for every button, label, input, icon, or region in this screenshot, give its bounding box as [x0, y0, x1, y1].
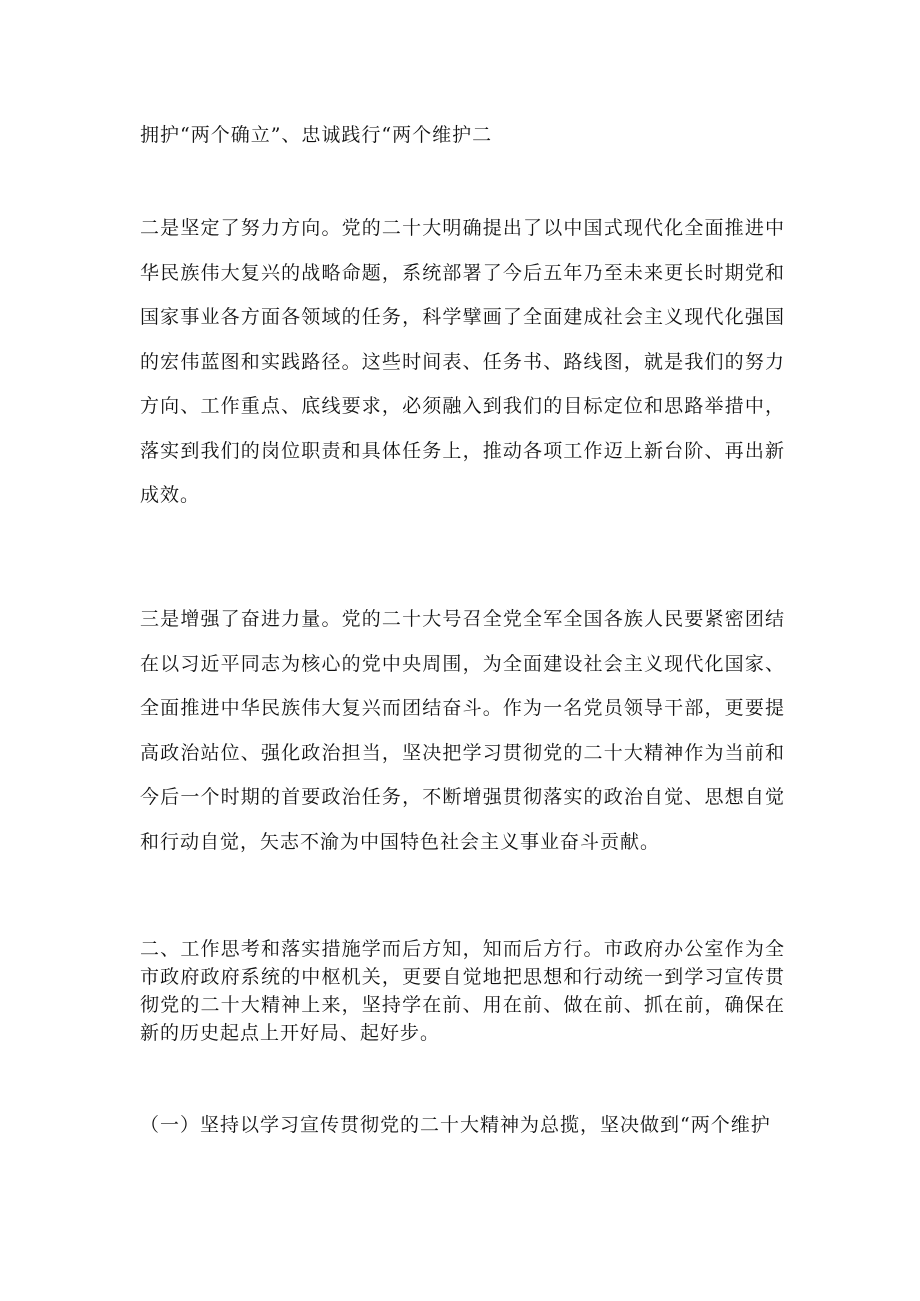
section-heading: 拥护“两个确立”、忠诚践行“两个维护二: [140, 124, 493, 146]
subsection-heading: （一）坚持以学习宣传贯彻党的二十大精神为总揽，坚决做到“两个维护: [140, 1114, 771, 1136]
paragraph-strength: 三是增强了奋进力量。党的二十大号召全党全军全国各族人民要紧密团结在以习近平同志为核心的党中央周围，为全面建设社会主义现代化国家、全面推进中华民族伟大复兴而团结奋斗。作为一名党员领导干部，更要提高政治站位、强化政治担当，坚决把学习贯彻党的二十大精神作为当前和今后一个时期的首要政治任务，不断增强贯彻落实的政治自觉、思想自觉和行动自觉，矢志不渝为中国特色社会主义事业奋斗贡献。: [140, 608, 785, 853]
paragraph-work-measures: 二、工作思考和落实措施学而后方知，知而后方行。市政府办公室作为全市政府政府系统的中枢机关，更要自觉地把思想和行动统一到学习宣传贯彻党的二十大精神上来，坚持学在前、用在前、做在前、抓在前，确保在新的历史起点上开好局、起好步。: [140, 938, 785, 1044]
paragraph-direction: 二是坚定了努力方向。党的二十大明确提出了以中国式现代化全面推进中华民族伟大复兴的战略命题，系统部署了今后五年乃至未来更长时期党和国家事业各方面各领域的任务，科学擘画了全面建成社会主义现代化强国的宏伟蓝图和实践路径。这些时间表、任务书、路线图，就是我们的努力方向、工作重点、底线要求，必须融入到我们的目标定位和思路举措中，落实到我们的岗位职责和具体任务上，推动各项工作迈上新台阶、再出新成效。: [140, 217, 785, 506]
